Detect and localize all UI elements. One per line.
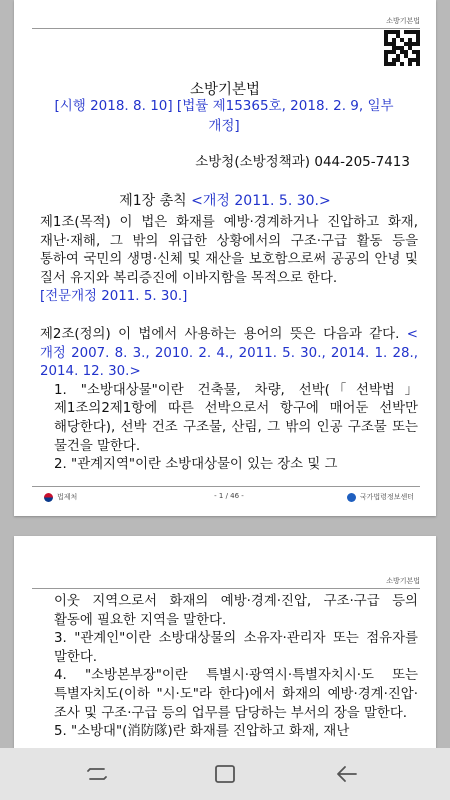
android-navigation-bar — [0, 748, 450, 800]
article-1 — [40, 214, 418, 307]
recents-icon — [86, 766, 108, 782]
footer-source: 법제처 — [57, 493, 78, 501]
chapter-title: 제1장 총칙 — [119, 193, 187, 209]
home-icon — [214, 764, 236, 784]
definition-item-2: 2. "관계지역"이란 소방대상물이 있는 장소 및 그 — [54, 457, 338, 473]
qr-code-icon — [384, 30, 420, 66]
definition-item-2-continued: 이웃 지역으로서 화재의 예방·경계·진압, 구조·구급 등의 활동에 필요한 지역을 말한다. — [54, 594, 418, 628]
article-2-text: 제2조(정의) 이 법에서 사용하는 용어의 뜻은 다음과 같다. — [40, 327, 400, 342]
agency-contact: 소방청(소방정책과) 044-205-7413 — [195, 154, 410, 170]
footer-right — [347, 492, 414, 502]
page-footer — [44, 490, 414, 504]
footer-center-name: 국가법령정보센터 — [359, 493, 414, 501]
law-center-logo-icon — [347, 493, 356, 502]
document-page-1 — [14, 0, 436, 516]
article-1-text: 제1조(목적) 이 법은 화재를 예방·경계하거나 진압하고 화재, 재난·재해, 그 밖의 위급한 상황에서의 구조·구급 활동 등을 통하여 국민의 생명·신체 및 재산을 보호함으로써 공공의 안녕 및 질서 유지와 복리증진에 이바지함을 목적으로 한다. — [40, 215, 418, 286]
document-page-2 — [14, 536, 436, 748]
running-header: 소방기본법 — [386, 17, 420, 25]
header-divider — [32, 28, 420, 29]
article-2-amendment: <개정 2007. 8. 3., 2010. 2. 4., 2011. 5. 30., 2014. 1. 28., 2014. 12. 30.> — [40, 327, 418, 380]
law-title: 소방기본법 — [189, 82, 261, 98]
page-number: - 1 / 46 - — [214, 492, 244, 500]
back-icon — [335, 765, 359, 783]
chapter-amendment: <개정 2011. 5. 30.> — [191, 193, 331, 209]
definition-item-1: 1. "소방대상물"이란 건축물, 차량, 선박(「선박법」 제1조의2제1항에 따른 선박으로서 항구에 매어둔 선박만 해당한다), 선박 건조 구조물, 산림, 그 밖의 인공 구조물 또는 물건을 말한다. — [54, 382, 418, 454]
definition-item-4: 4. "소방본부장"이란 특별시·광역시·특별자치시·도 또는 특별자치도(이하 "시·도"라 한다)에서 화재의 예방·경계·진압·조사 및 구조·구급 등의 업무를 담당하는 부서의 장을 말한다. — [54, 668, 418, 721]
footer-divider — [32, 486, 420, 487]
enforcement-info: [시행 2018. 8. 10] [법률 제15365호, 2018. 2. 9, 일부개정] — [54, 98, 394, 134]
running-header: 소방기본법 — [386, 577, 420, 585]
article-2 — [40, 326, 418, 475]
article-1-amendment: [전문개정 2011. 5. 30.] — [40, 289, 188, 305]
home-button[interactable] — [200, 758, 250, 790]
chapter-heading — [14, 190, 436, 210]
back-button[interactable] — [322, 758, 372, 790]
page-2-body — [40, 593, 418, 742]
header-divider — [32, 588, 420, 589]
definition-item-5: 5. "소방대"(消防隊)란 화재를 진압하고 화재, 재난 — [54, 724, 350, 740]
definition-item-3: 3. "관계인"이란 소방대상물의 소유자·관리자 또는 점유자를 말한다. — [54, 631, 418, 665]
recents-button[interactable] — [72, 758, 122, 790]
